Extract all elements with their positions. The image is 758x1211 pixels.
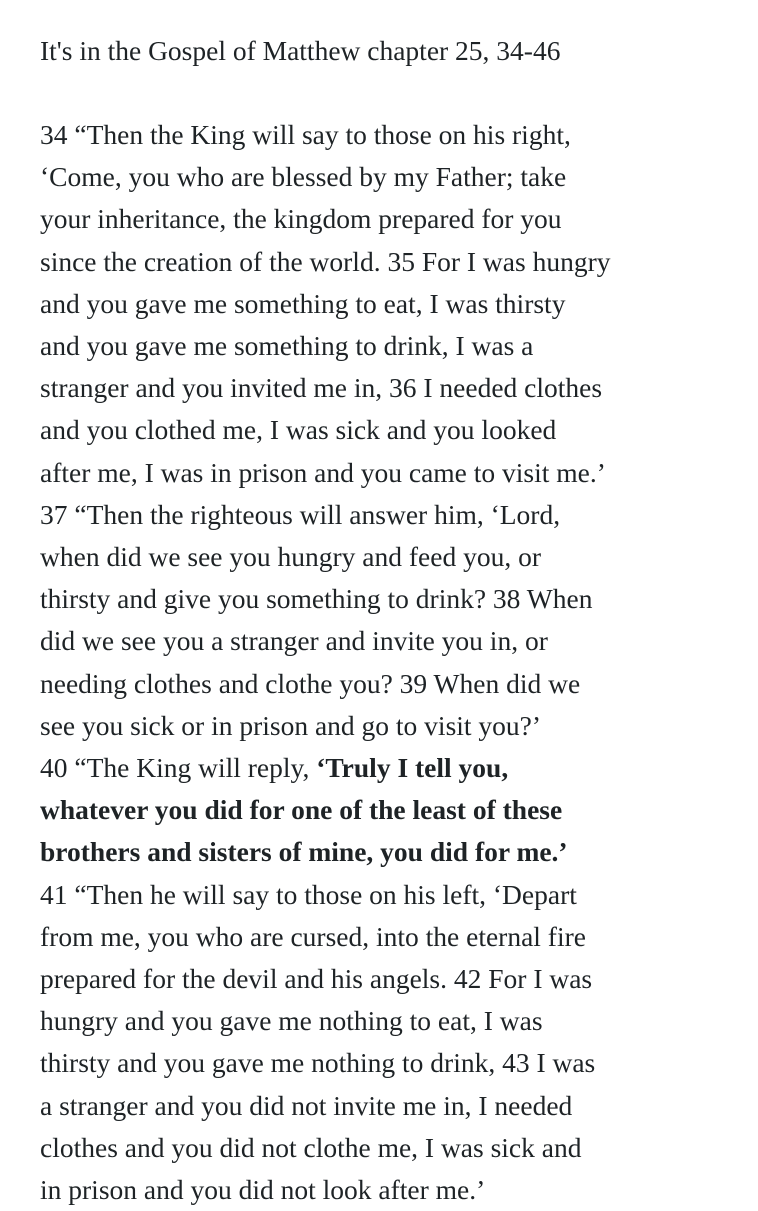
verse-40-line: [40, 747, 730, 789]
passage-line: 34 “Then the King will say to those on his right,: [40, 119, 571, 150]
passage-line: 41 “Then he will say to those on his left, ‘Depart: [40, 878, 577, 910]
passage-line: hungry and you gave me nothing to eat, I was: [40, 1005, 543, 1037]
passage-line: ‘Come, you who are blessed by my Father; take: [40, 161, 567, 193]
passage-line: and you gave me something to drink, I was a: [40, 330, 534, 362]
passage-line: from me, you who are cursed, into the eternal fire: [40, 920, 586, 952]
passage-line: after me, I was in prison and you came to visit me.’: [40, 456, 606, 488]
passage-line: did we see you a stranger and invite you in, or: [40, 625, 548, 657]
passage-line: stranger and you invited me in, 36 I needed clothes: [40, 372, 603, 404]
passage-line: a stranger and you did not invite me in, I needed: [40, 1089, 573, 1121]
scripture-passage: [40, 114, 730, 1211]
document-page: [40, 30, 730, 1211]
intro-text: It's in the Gospel of Matthew chapter 25, 34-46: [40, 35, 561, 66]
passage-line: when did we see you hungry and feed you, or: [40, 541, 541, 573]
verse-40-quote-line: whatever you did for one of the least of these: [40, 794, 563, 826]
passage-line: and you gave me something to eat, I was thirsty: [40, 287, 566, 319]
passage-line: 37 “Then the righteous will answer him, ‘Lord,: [40, 498, 561, 530]
passage-line: thirsty and you gave me nothing to drink, 43 I was: [40, 1047, 596, 1079]
passage-line: prepared for the devil and his angels. 42 For I was: [40, 963, 593, 995]
verse-40-quote-start: ‘Truly I tell you,: [316, 752, 509, 784]
passage-line: in prison and you did not look after me.’: [40, 1174, 486, 1206]
passage-line: and you clothed me, I was sick and you looked: [40, 414, 557, 446]
passage-line: thirsty and give you something to drink? 38 When: [40, 583, 593, 615]
verse-40-lead: 40 “The King will reply,: [40, 752, 317, 784]
passage-line: see you sick or in prison and go to visit you?’: [40, 709, 542, 741]
passage-line: since the creation of the world. 35 For I was hungry: [40, 245, 611, 277]
passage-line: your inheritance, the kingdom prepared for you: [40, 203, 562, 235]
passage-line: clothes and you did not clothe me, I was sick and: [40, 1131, 582, 1163]
passage-line: needing clothes and clothe you? 39 When did we: [40, 667, 581, 699]
verse-40-quote-line: brothers and sisters of mine, you did for me.’: [40, 836, 568, 868]
